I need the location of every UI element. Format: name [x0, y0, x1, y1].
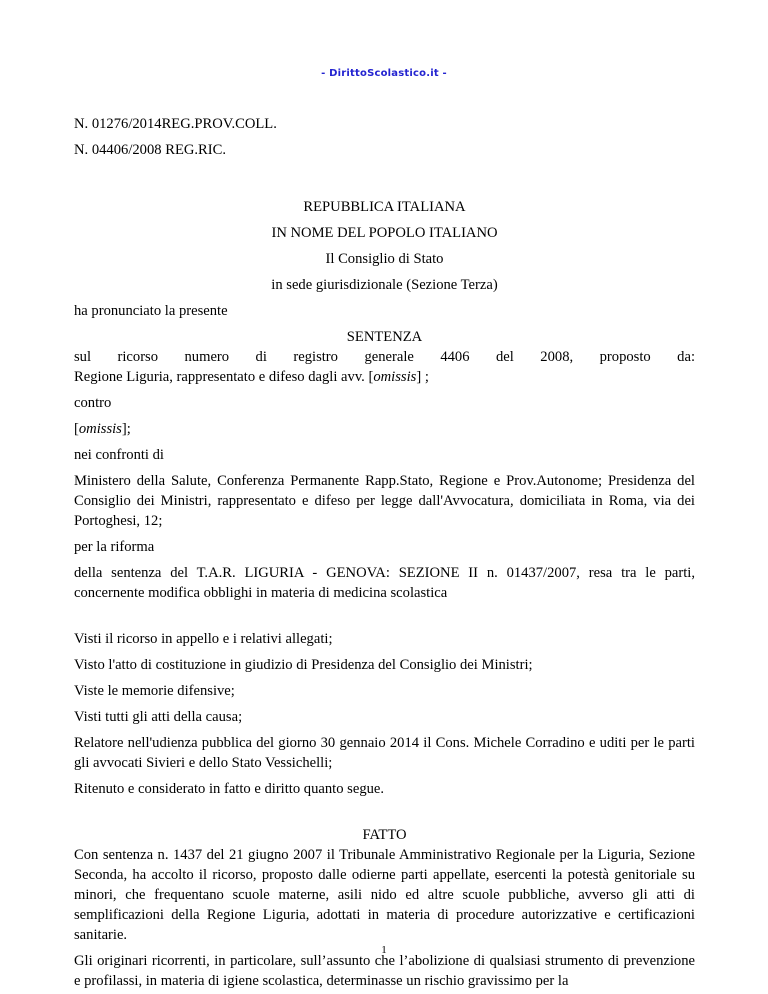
- per-la-riforma-text: per la riforma: [74, 539, 155, 555]
- fatto-paragraph-1: Con sentenza n. 1437 del 21 giugno 2007 il Tribunale Amministrativo Regionale per la Liguria, Sezione Seconda, ha accolto il ricorso, proposto dalle odierne parti appellate, esercenti la potestà genitoriale su minori, che frequentano scuole materne, asili nido ed altre scuole pubbliche, avverso gli atti di semplificazioni della Regione Liguria, adottati in materia di procedure autorizzative e certificazioni sanitarie.: [74, 847, 695, 943]
- nei-confronti-text: nei confronti di: [74, 447, 164, 463]
- site-header[interactable]: - DirittoScolastico.it -: [321, 68, 447, 79]
- reg-ric-number: N. 04406/2008 REG.RIC.: [74, 142, 227, 158]
- della-sentenza-paragraph: della sentenza del T.A.R. LIGURIA - GENOVA: SEZIONE II n. 01437/2007, resa tra le parti, concernente modifica obblighi in materia di medicina scolastica: [74, 565, 695, 601]
- omissis-text: omissis: [78, 421, 122, 437]
- page-number: 1: [381, 944, 387, 956]
- omissis-text: omissis: [373, 369, 417, 385]
- viste-memorie-text: Viste le memorie difensive;: [74, 683, 235, 699]
- heading-fatto: FATTO: [362, 827, 407, 843]
- heading-sentenza: SENTENZA: [346, 329, 423, 345]
- visti-atti-text: Visti tutti gli atti della causa;: [74, 709, 243, 725]
- heading-repubblica: REPUBBLICA ITALIANA: [303, 199, 466, 215]
- omissis-line: [omissis];: [74, 421, 131, 437]
- fatto-paragraph-2: Gli originari ricorrenti, in particolare, sull’assunto che l’abolizione di qualsiasi strumento di prevenzione e profilassi, in materia di igiene scolastica, determinasse un rischio gravissimo per la: [74, 953, 695, 989]
- heading-consiglio: Il Consiglio di Stato: [325, 251, 444, 267]
- pronunciato-text: ha pronunciato la presente: [74, 303, 228, 319]
- relatore-paragraph: Relatore nell'udienza pubblica del giorno 30 gennaio 2014 il Cons. Michele Corradino e uditi per le parti gli avvocati Sivieri e dello Stato Vessichelli;: [74, 735, 695, 771]
- ritenuto-text: Ritenuto e considerato in fatto e diritto quanto segue.: [74, 781, 385, 797]
- ministero-paragraph: Ministero della Salute, Conferenza Permanente Rapp.Stato, Regione e Prov.Autonome; Presidenza del Consiglio dei Ministri, rappresentato e difeso per legge dall'Avvocatura, domiciliata in Roma, via dei Portoghesi, 12;: [74, 473, 695, 529]
- visto-atto-text: Visto l'atto di costituzione in giudizio di Presidenza del Consiglio dei Ministri;: [74, 657, 533, 673]
- ricorso-line-2: Regione Liguria, rappresentato e difeso dagli avv. [omissis] ;: [74, 369, 429, 385]
- reg-coll-number: N. 01276/2014REG.PROV.COLL.: [74, 116, 277, 132]
- contro-text: contro: [74, 395, 112, 411]
- visti-ricorso-text: Visti il ricorso in appello e i relativi allegati;: [74, 631, 333, 647]
- ricorso-line-1: sul ricorso numero di registro generale 4406 del 2008, proposto da:: [74, 349, 695, 365]
- document-body: [74, 114, 695, 991]
- heading-nome-popolo: IN NOME DEL POPOLO ITALIANO: [271, 225, 498, 241]
- heading-sede: in sede giurisdizionale (Sezione Terza): [271, 277, 498, 293]
